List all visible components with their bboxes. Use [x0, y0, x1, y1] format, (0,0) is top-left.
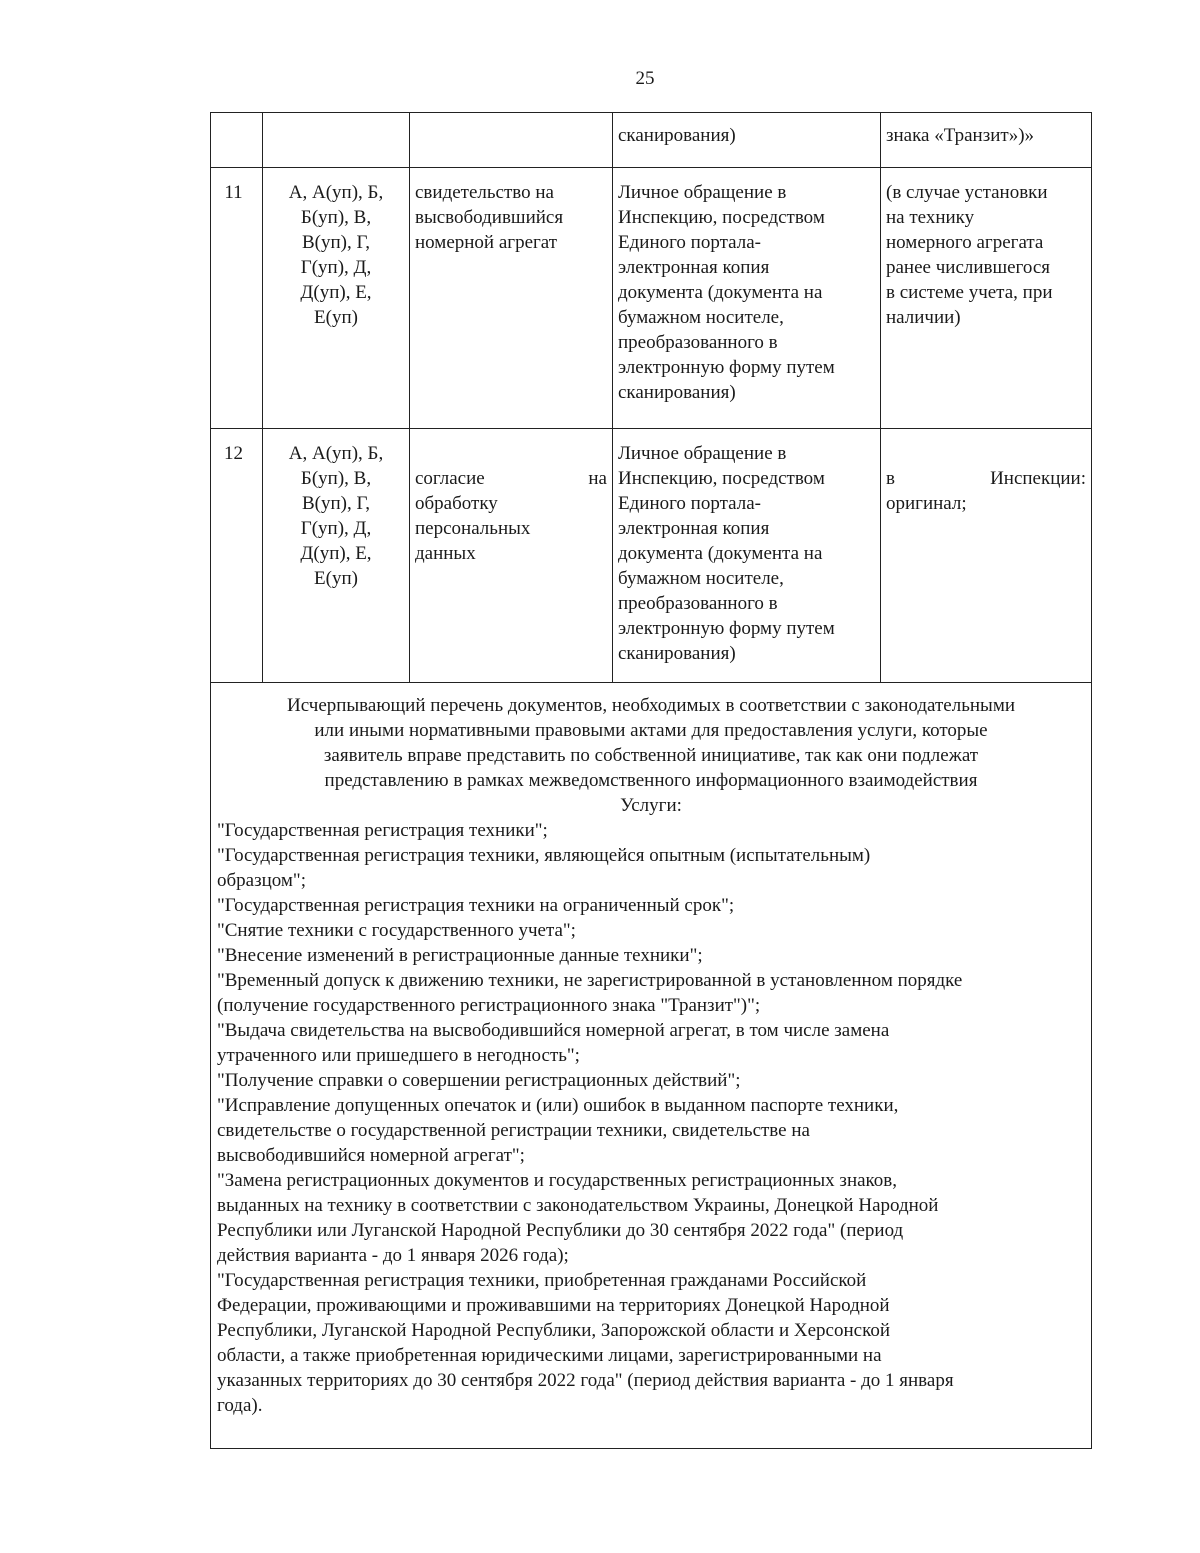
cell-document: [410, 113, 613, 168]
cell-num: 12: [211, 429, 263, 683]
service-item: "Государственная регистрация техники";: [217, 820, 548, 841]
cell-num: [211, 113, 263, 168]
cell-num: 11: [211, 168, 263, 429]
cell-document: [410, 429, 613, 683]
service-item: "Внесение изменений в регистрационные данные техники";: [217, 945, 703, 966]
table-row-info: [211, 683, 1092, 1449]
cell-categories: [263, 113, 410, 168]
service-item: "Временный допуск к движению техники, не зарегистрированной в установленном порядке (получение государственного регистрационного знака "Транзит")";: [217, 970, 963, 1016]
service-item: "Замена регистрационных документов и государственных регистрационных знаков, выданных на технику в соответствии с законодательством Украины, Донецкой Народной Республики или Луганской Народной Республики до 30 сентября 2022 года" (период действия варианта - до 1 января 2026 года);: [217, 1170, 939, 1266]
cell-note: (в случае установки на технику номерного агрегата ранее числившегося в системе учета, при наличии): [881, 168, 1092, 429]
cell-note: [881, 429, 1092, 683]
service-item: "Государственная регистрация техники, приобретенная гражданами Российской Федерации, проживающими и проживавшими на территориях Донецкой Народной Республики, Луганской Народной Республики, Запорожской области и Херсонской области, а также приобретенная юридическими лицами, зарегистрированными на указанных территориях до 30 сентября 2022 года" (период действия варианта - до 1 января года).: [217, 1270, 954, 1416]
cell-method: Личное обращение в Инспекцию, посредством Единого портала- электронная копия документа (документа на бумажном носителе, преобразованного в электронную форму путем сканирования): [613, 429, 881, 683]
cell-categories: А, А(уп), Б, Б(уп), В, В(уп), Г, Г(уп), Д, Д(уп), Е, Е(уп): [263, 168, 410, 429]
service-item: "Государственная регистрация техники, являющейся опытным (испытательным) образцом";: [217, 845, 871, 891]
table-row-12: [211, 429, 1092, 683]
note-rest: оригинал;: [886, 493, 967, 514]
page-number: 25: [635, 68, 655, 89]
info-heading: Исчерпывающий перечень документов, необходимых в соответствии с законодательными или иными нормативными правовыми актами для предоставления услуги, которые заявитель вправе представить по собственной инициативе, так как они подлежат представлению в рамках межведомственного информационного взаимодействия Услуги:: [286, 695, 1016, 816]
document-word: согласие: [415, 468, 485, 489]
note-word: в: [886, 468, 895, 489]
cell-method: Личное обращение в Инспекцию, посредством Единого портала- электронная копия документа (документа на бумажном носителе, преобразованного в электронную форму путем сканирования): [613, 168, 881, 429]
cell-categories: А, А(уп), Б, Б(уп), В, В(уп), Г, Г(уп), Д, Д(уп), Е, Е(уп): [263, 429, 410, 683]
service-item: "Исправление допущенных опечаток и (или) ошибок в выданном паспорте техники, свидетельстве о государственной регистрации техники, свидетельстве на высвободившийся номерной агрегат";: [217, 1095, 899, 1166]
cell-document: свидетельство на высвободившийся номерной агрегат: [410, 168, 613, 429]
table-row-11: [211, 168, 1092, 429]
document-rest: обработку персональных данных: [415, 493, 531, 564]
note-first-line: [886, 466, 1086, 491]
note-word: Инспекции:: [990, 468, 1086, 489]
document-word: на: [588, 468, 607, 489]
cell-method: сканирования): [613, 113, 881, 168]
info-block: [211, 683, 1092, 1449]
service-item: "Получение справки о совершении регистрационных действий";: [217, 1070, 741, 1091]
document-first-line: [415, 466, 607, 491]
service-item: "Снятие техники с государственного учета";: [217, 920, 576, 941]
documents-table: [210, 112, 1092, 1449]
service-item: "Государственная регистрация техники на ограниченный срок";: [217, 895, 735, 916]
service-item: "Выдача свидетельства на высвободившийся номерной агрегат, в том числе замена утраченного или пришедшего в негодность";: [217, 1020, 890, 1066]
table-row-continuation: [211, 113, 1092, 168]
services-list: [217, 818, 1085, 1418]
cell-note: знака «Транзит»)»: [881, 113, 1092, 168]
